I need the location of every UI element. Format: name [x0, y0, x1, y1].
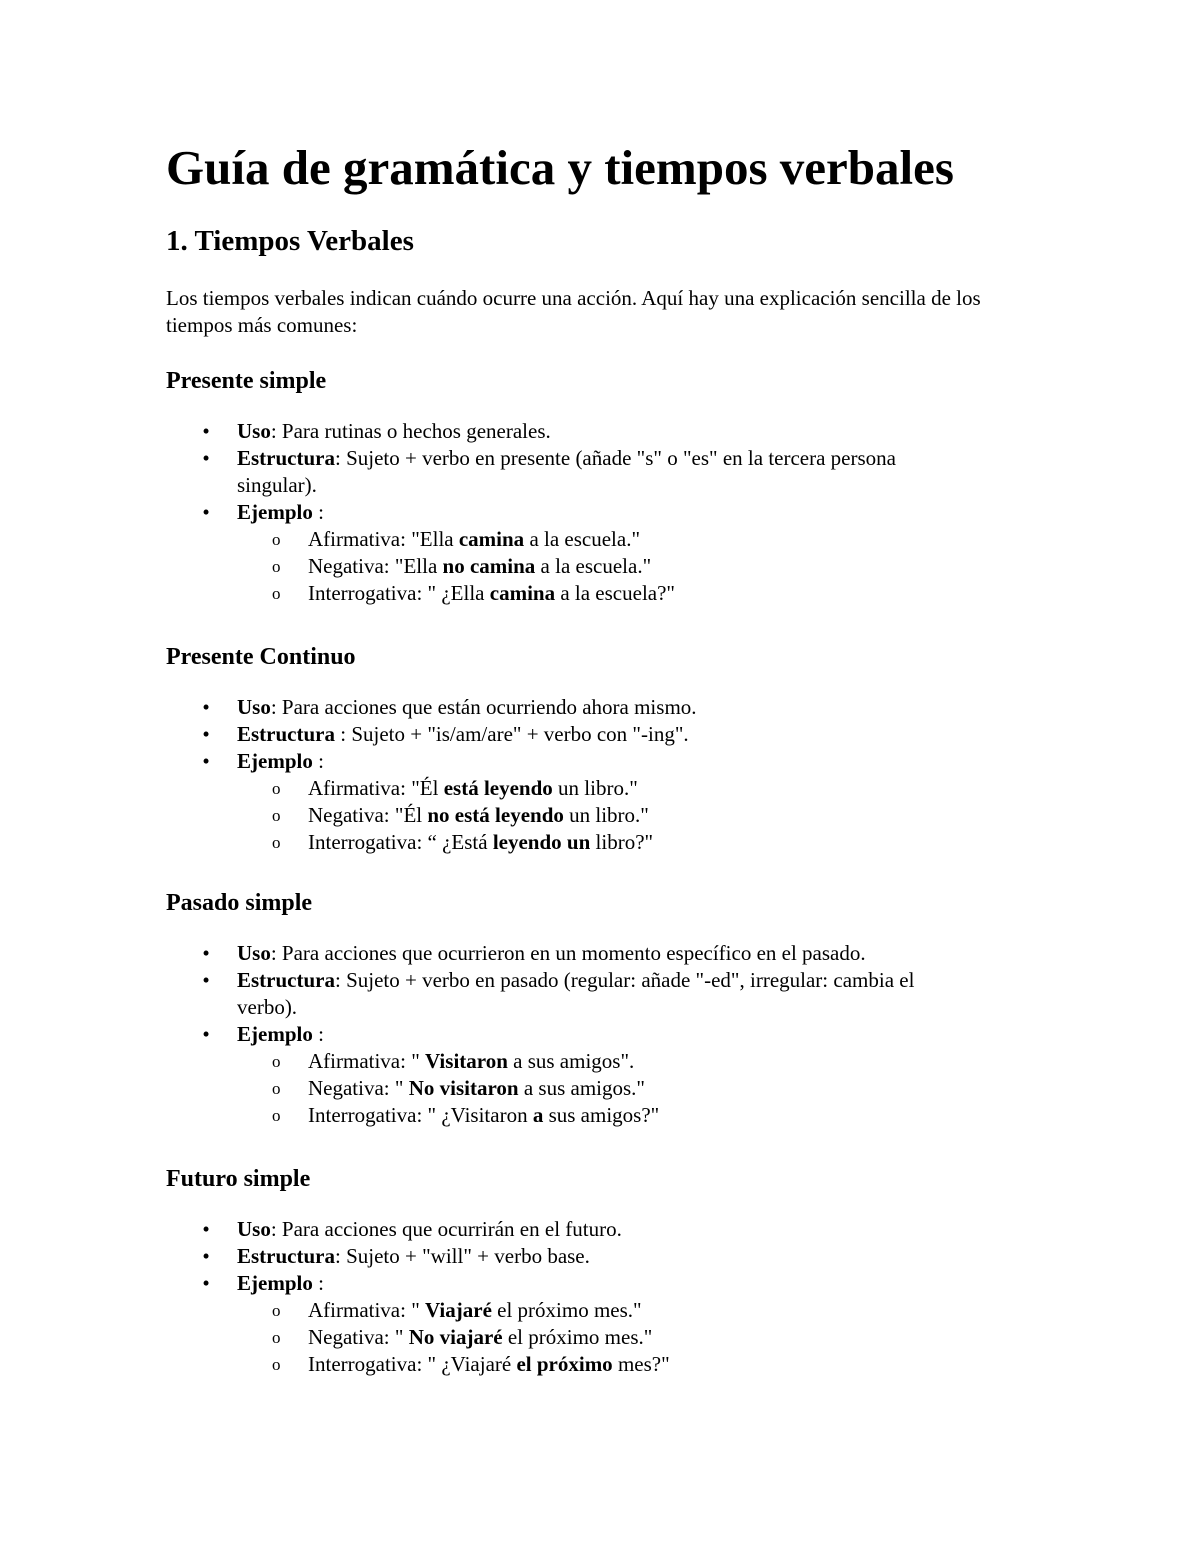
example-item: [237, 553, 1046, 580]
example-text-post: a la escuela.": [524, 527, 641, 551]
bullet-icon: •: [202, 446, 210, 470]
sub-bullet-icon: o: [272, 530, 281, 549]
uso-item-label: Uso: [237, 1217, 271, 1241]
example-text-post: sus amigos?": [543, 1103, 660, 1127]
tense-section: [166, 888, 1046, 1129]
estructura-item-body: : Sujeto + "will" + verbo base.: [335, 1244, 590, 1268]
example-text-bold: Visitaron: [425, 1049, 508, 1073]
example-text-bold: leyendo un: [492, 830, 591, 854]
uso-item: [166, 1216, 1046, 1243]
sub-bullet-icon: o: [272, 1052, 281, 1071]
bullet-icon: •: [202, 749, 210, 773]
ejemplo-colon: :: [312, 500, 324, 524]
tense-details-list: [166, 418, 1046, 607]
estructura-item: [166, 721, 1046, 748]
tense-heading: Presente Continuo: [166, 644, 356, 670]
example-text-bold: no está leyendo: [427, 803, 564, 827]
ejemplo-label: Ejemplo: [237, 749, 313, 773]
example-item: [237, 829, 1046, 856]
example-text-bold: camina: [489, 581, 556, 605]
sub-bullet-icon: o: [272, 1355, 281, 1374]
example-text-pre: Interrogativa: " ¿Viajaré: [308, 1352, 517, 1376]
estructura-item-body: : Sujeto + verbo en presente (añade "s" o "es" en la tercera persona singular).: [237, 446, 896, 497]
example-item: [237, 1351, 1046, 1378]
example-text-bold: no camina: [442, 554, 536, 578]
uso-item-body: : Para acciones que ocurrirán en el futuro.: [270, 1217, 622, 1241]
ejemplo-label: Ejemplo: [237, 1022, 313, 1046]
uso-item: [166, 418, 1046, 445]
bullet-icon: •: [202, 722, 210, 746]
uso-item-text: [237, 1216, 977, 1243]
example-text-bold: No viajaré: [408, 1325, 503, 1349]
uso-item: [166, 940, 1046, 967]
example-text-bold: No visitaron: [408, 1076, 519, 1100]
estructura-item-text: [237, 967, 977, 1021]
bullet-icon: •: [202, 1244, 210, 1268]
tense-details-list: [166, 694, 1046, 856]
estructura-item-text: [237, 721, 977, 748]
estructura-item: [166, 967, 1046, 1021]
tense-details-list: [166, 940, 1046, 1129]
example-text-post: el próximo mes.": [502, 1325, 653, 1349]
sub-bullet-icon: o: [272, 779, 281, 798]
sub-bullet-icon: o: [272, 1301, 281, 1320]
example-item: [237, 526, 1046, 553]
intro-paragraph: Los tiempos verbales indican cuándo ocurre una acción. Aquí hay una explicación sencilla de los tiempos más comunes:: [166, 286, 981, 337]
examples-list: [237, 526, 1046, 607]
sub-bullet-icon: o: [272, 806, 281, 825]
ejemplo-item: [166, 1270, 1046, 1378]
uso-item-text: [237, 940, 977, 967]
sub-bullet-icon: o: [272, 584, 281, 603]
sub-bullet-icon: o: [272, 1328, 281, 1347]
uso-item-label: Uso: [237, 695, 271, 719]
ejemplo-item: [166, 1021, 1046, 1129]
tense-heading: Presente simple: [166, 368, 327, 394]
uso-item-label: Uso: [237, 419, 271, 443]
example-text-bold: el próximo: [516, 1352, 613, 1376]
ejemplo-label: Ejemplo: [237, 1271, 313, 1295]
example-text-pre: Afirmativa: "Él: [308, 776, 444, 800]
uso-item: [166, 694, 1046, 721]
example-text-post: un libro.": [563, 803, 649, 827]
ejemplo-heading: [237, 1270, 1046, 1297]
sub-bullet-icon: o: [272, 557, 281, 576]
tense-heading: Futuro simple: [166, 1166, 311, 1192]
example-text-pre: Afirmativa: ": [308, 1298, 426, 1322]
example-text-post: a la escuela.": [535, 554, 652, 578]
estructura-item: [166, 445, 1046, 499]
examples-list: [237, 1048, 1046, 1129]
ejemplo-heading: [237, 499, 1046, 526]
example-text-bold: está leyendo: [443, 776, 553, 800]
example-item: [237, 1075, 1046, 1102]
uso-item-text: [237, 694, 977, 721]
uso-item-body: : Para acciones que ocurrieron en un momento específico en el pasado.: [270, 941, 866, 965]
example-item: [237, 1324, 1046, 1351]
bullet-icon: •: [202, 1022, 210, 1046]
bullet-icon: •: [202, 500, 210, 524]
bullet-icon: •: [202, 419, 210, 443]
section-heading: 1. Tiempos Verbales: [166, 225, 414, 257]
example-item: [237, 1297, 1046, 1324]
sub-bullet-icon: o: [272, 1106, 281, 1125]
estructura-item-text: [237, 445, 977, 499]
bullet-icon: •: [202, 695, 210, 719]
bullet-icon: •: [202, 1217, 210, 1241]
estructura-item-label: Estructura: [237, 968, 335, 992]
example-text-pre: Afirmativa: ": [308, 1049, 426, 1073]
tense-section: [166, 366, 1046, 607]
example-text-post: mes?": [612, 1352, 670, 1376]
ejemplo-colon: :: [312, 1271, 324, 1295]
estructura-item-label: Estructura: [237, 722, 335, 746]
uso-item-text: [237, 418, 977, 445]
example-text-pre: Negativa: ": [308, 1325, 409, 1349]
tense-details-list: [166, 1216, 1046, 1378]
sub-bullet-icon: o: [272, 833, 281, 852]
example-text-pre: Negativa: "Él: [308, 803, 428, 827]
example-text-bold: camina: [458, 527, 525, 551]
example-text-post: a la escuela?": [555, 581, 675, 605]
estructura-item-text: [237, 1243, 977, 1270]
example-item: [237, 1102, 1046, 1129]
example-text-post: un libro.": [552, 776, 638, 800]
example-item: [237, 802, 1046, 829]
ejemplo-item: [166, 748, 1046, 856]
ejemplo-item: [166, 499, 1046, 607]
example-item: [237, 775, 1046, 802]
ejemplo-colon: :: [312, 749, 324, 773]
example-text-pre: Interrogativa: " ¿Ella: [308, 581, 490, 605]
ejemplo-colon: :: [312, 1022, 324, 1046]
estructura-item-body: : Sujeto + verbo en pasado (regular: añade "-ed", irregular: cambia el verbo).: [237, 968, 915, 1019]
tense-section: [166, 1164, 1046, 1378]
estructura-item-label: Estructura: [237, 446, 335, 470]
bullet-icon: •: [202, 1271, 210, 1295]
example-text-pre: Interrogativa: “ ¿Está: [308, 830, 493, 854]
example-text-pre: Interrogativa: " ¿Visitaron: [308, 1103, 533, 1127]
example-text-post: a sus amigos.": [518, 1076, 645, 1100]
ejemplo-label: Ejemplo: [237, 500, 313, 524]
bullet-icon: •: [202, 941, 210, 965]
example-text-post: el próximo mes.": [491, 1298, 642, 1322]
estructura-item-label: Estructura: [237, 1244, 335, 1268]
example-text-post: libro?": [590, 830, 654, 854]
uso-item-body: : Para acciones que están ocurriendo ahora mismo.: [270, 695, 697, 719]
tense-heading: Pasado simple: [166, 890, 313, 916]
ejemplo-heading: [237, 1021, 1046, 1048]
examples-list: [237, 1297, 1046, 1378]
document-title: Guía de gramática y tiempos verbales: [166, 140, 954, 195]
examples-list: [237, 775, 1046, 856]
example-text-pre: Negativa: ": [308, 1076, 409, 1100]
example-text-pre: Negativa: "Ella: [308, 554, 443, 578]
tense-section: [166, 642, 1046, 856]
example-text-bold: Viajaré: [425, 1298, 492, 1322]
example-text-bold: a: [532, 1103, 544, 1127]
uso-item-body: : Para rutinas o hechos generales.: [270, 419, 551, 443]
estructura-item-body: : Sujeto + "is/am/are" + verbo con "-ing".: [335, 722, 689, 746]
ejemplo-heading: [237, 748, 1046, 775]
uso-item-label: Uso: [237, 941, 271, 965]
example-item: [237, 1048, 1046, 1075]
example-text-post: a sus amigos".: [507, 1049, 635, 1073]
example-item: [237, 580, 1046, 607]
estructura-item: [166, 1243, 1046, 1270]
sub-bullet-icon: o: [272, 1079, 281, 1098]
bullet-icon: •: [202, 968, 210, 992]
example-text-pre: Afirmativa: "Ella: [308, 527, 459, 551]
